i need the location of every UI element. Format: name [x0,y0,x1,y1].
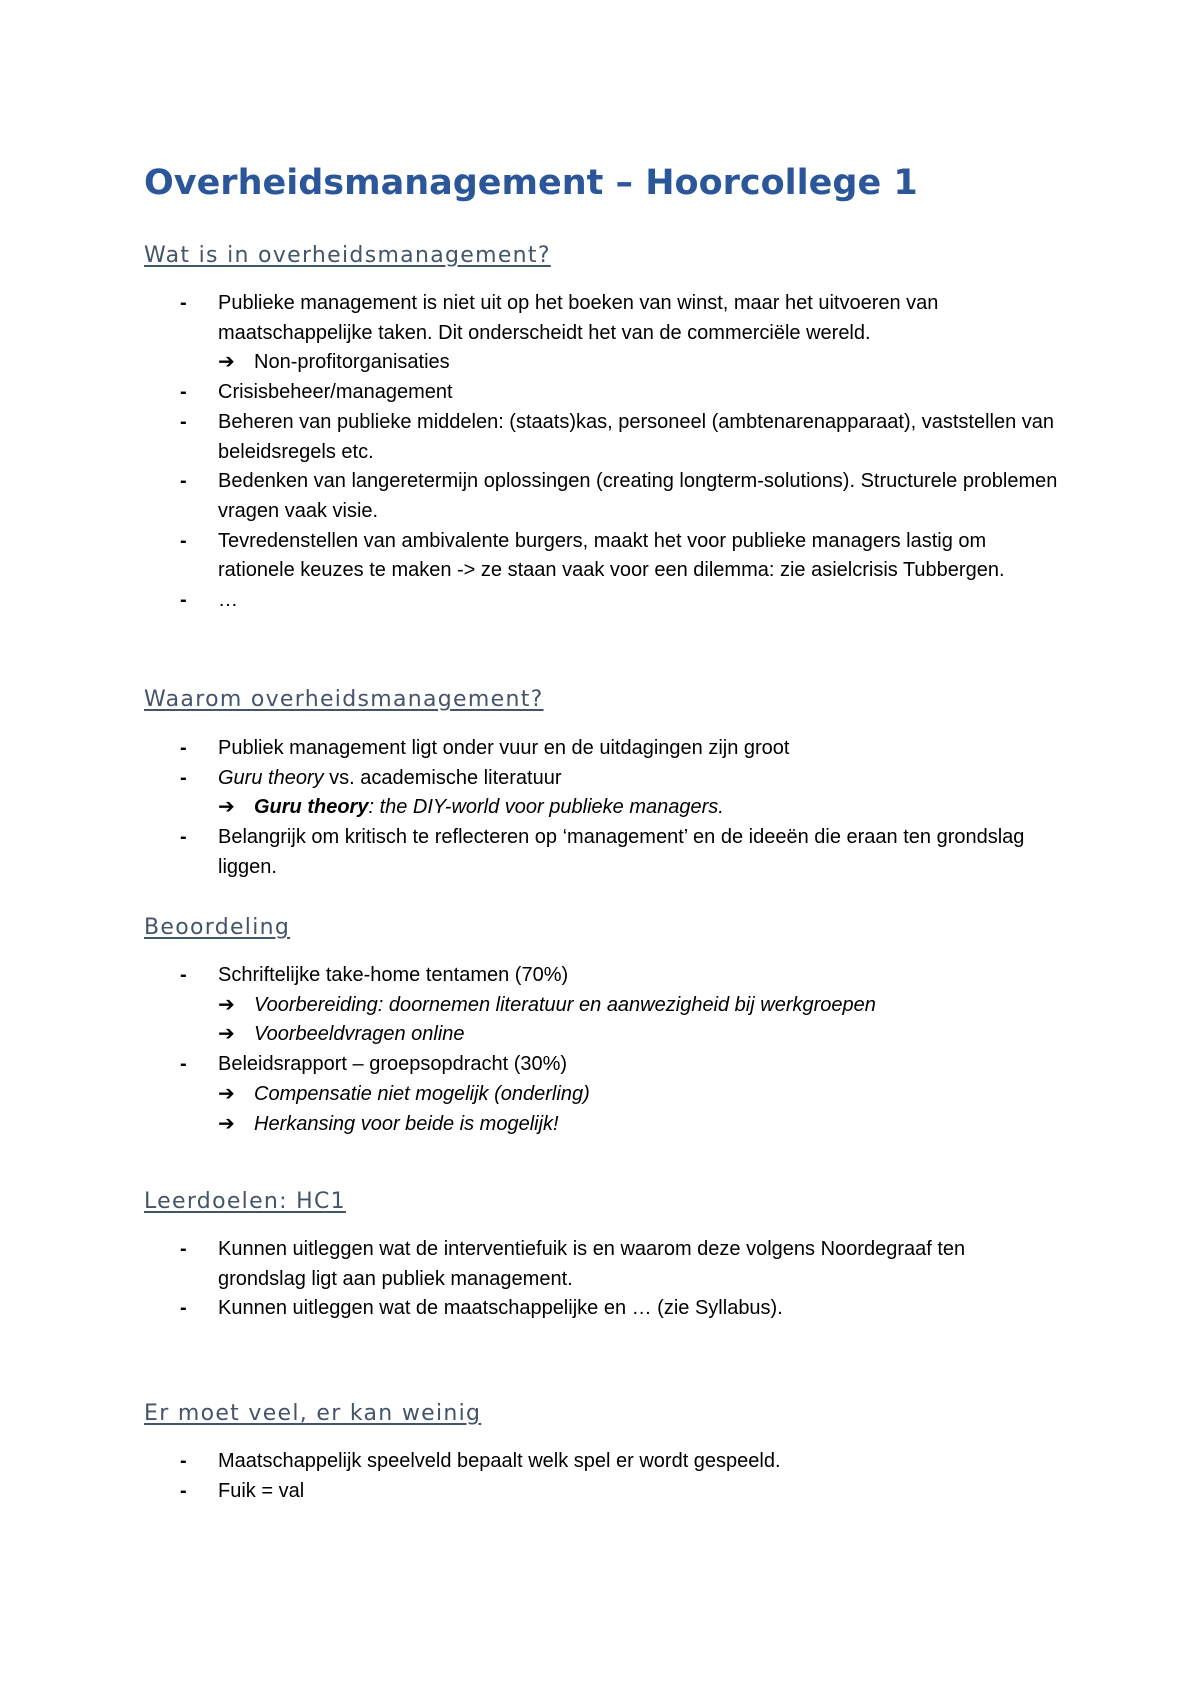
section-list-leerdoelen [0,1235,1200,1324]
list-item [0,408,1058,467]
sub-item-text: Voorbeeldvragen online [254,1023,465,1046]
list-item [0,586,1058,616]
sub-item-term: Guru theory [254,796,369,819]
list-item [0,527,1058,586]
page-title: Overheidsmanagement – Hoorcollege 1 [144,163,918,203]
list-item [0,961,1058,1050]
sub-item [218,793,1058,823]
sub-item-text: Compensatie niet mogelijk (onderling) [254,1082,590,1105]
list-item [0,378,1058,408]
list-item [0,764,1058,823]
section-list-wat-is [0,289,1200,616]
sub-item [218,1080,1058,1110]
list-item [0,823,1058,882]
sub-item [218,991,1058,1021]
section-heading-wat-is: Wat is in overheidsmanagement? [144,243,551,268]
list-item [0,1294,1058,1324]
list-item-text: Kunnen uitleggen wat de maatschappelijke en … (zie Syllabus). [218,1297,783,1320]
list-item-text: Crisisbeheer/management [218,381,453,404]
list-item-text-italic: Guru theory [218,766,324,789]
section-heading-beoordeling: Beoordeling [144,915,291,940]
list-item [0,1477,1058,1507]
list-item-text: Fuik = val [218,1479,305,1502]
list-item-text: Belangrijk om kritisch te reflecteren op ‘management’ en de ideeën die eraan ten grondslag liggen. [218,826,1025,878]
list-item-text: Tevredenstellen van ambivalente burgers, maakt het voor publieke managers lastig om rationele keuzes te maken -> ze staan vaak voor een dilemma: zie asielcrisis Tubbergen. [218,529,1005,582]
section-list-waarom [0,734,1200,883]
sub-item-text: Herkansing voor beide is mogelijk! [254,1112,559,1135]
arrow-right-icon: ➔ [218,1023,235,1046]
sub-item [218,1110,1058,1140]
list-item [0,1235,1058,1294]
sub-item [218,1020,1058,1050]
list-item-text: Schriftelijke take-home tentamen (70%) [218,964,569,986]
section-heading-er-moet-veel: Er moet veel, er kan weinig [144,1401,482,1426]
arrow-right-icon: ➔ [218,1112,235,1135]
arrow-right-icon: ➔ [218,993,235,1016]
sub-item-text: Non-profitorganisaties [254,351,450,374]
list-item-text: Kunnen uitleggen wat de interventiefuik is en waarom deze volgens Noordegraaf ten grondslag ligt aan publiek management. [218,1238,966,1290]
list-item [0,467,1058,526]
list-item-text: Publieke management is niet uit op het boeken van winst, maar het uitvoeren van maatschappelijke taken. Dit onderscheidt het van de commerciële wereld. [218,292,939,344]
list-item [0,1447,1058,1477]
sub-item-text: Voorbereiding: doornemen literatuur en aanwezigheid bij werkgroepen [254,993,876,1016]
list-item-text: Bedenken van langeretermijn oplossingen (creating longterm-solutions). Structurele problemen vragen vaak visie. [218,470,1058,522]
section-list-beoordeling [0,961,1200,1139]
list-item-text: vs. academische literatuur [323,766,562,789]
section-heading-leerdoelen: Leerdoelen: HC1 [144,1189,346,1214]
list-item-text: Maatschappelijk speelveld bepaalt welk spel er wordt gespeeld. [218,1450,781,1472]
list-item-text: Publiek management ligt onder vuur en de uitdagingen zijn groot [218,737,790,759]
list-item-text: Beleidsrapport – groepsopdracht (30%) [218,1053,568,1076]
arrow-right-icon: ➔ [218,796,235,819]
list-item [0,289,1058,378]
section-list-er-moet-veel [0,1447,1200,1506]
arrow-right-icon: ➔ [218,1082,235,1105]
list-item [0,734,1058,764]
section-heading-waarom: Waarom overheidsmanagement? [144,687,544,712]
arrow-right-icon: ➔ [218,351,235,374]
sub-item-text: : the DIY-world voor publieke managers. [368,796,724,819]
list-item-text: … [218,589,238,612]
list-item-text: Beheren van publieke middelen: (staats)kas, personeel (ambtenarenapparaat), vaststellen van beleidsregels etc. [218,410,1055,463]
list-item [0,1050,1058,1139]
sub-item [218,348,1058,378]
